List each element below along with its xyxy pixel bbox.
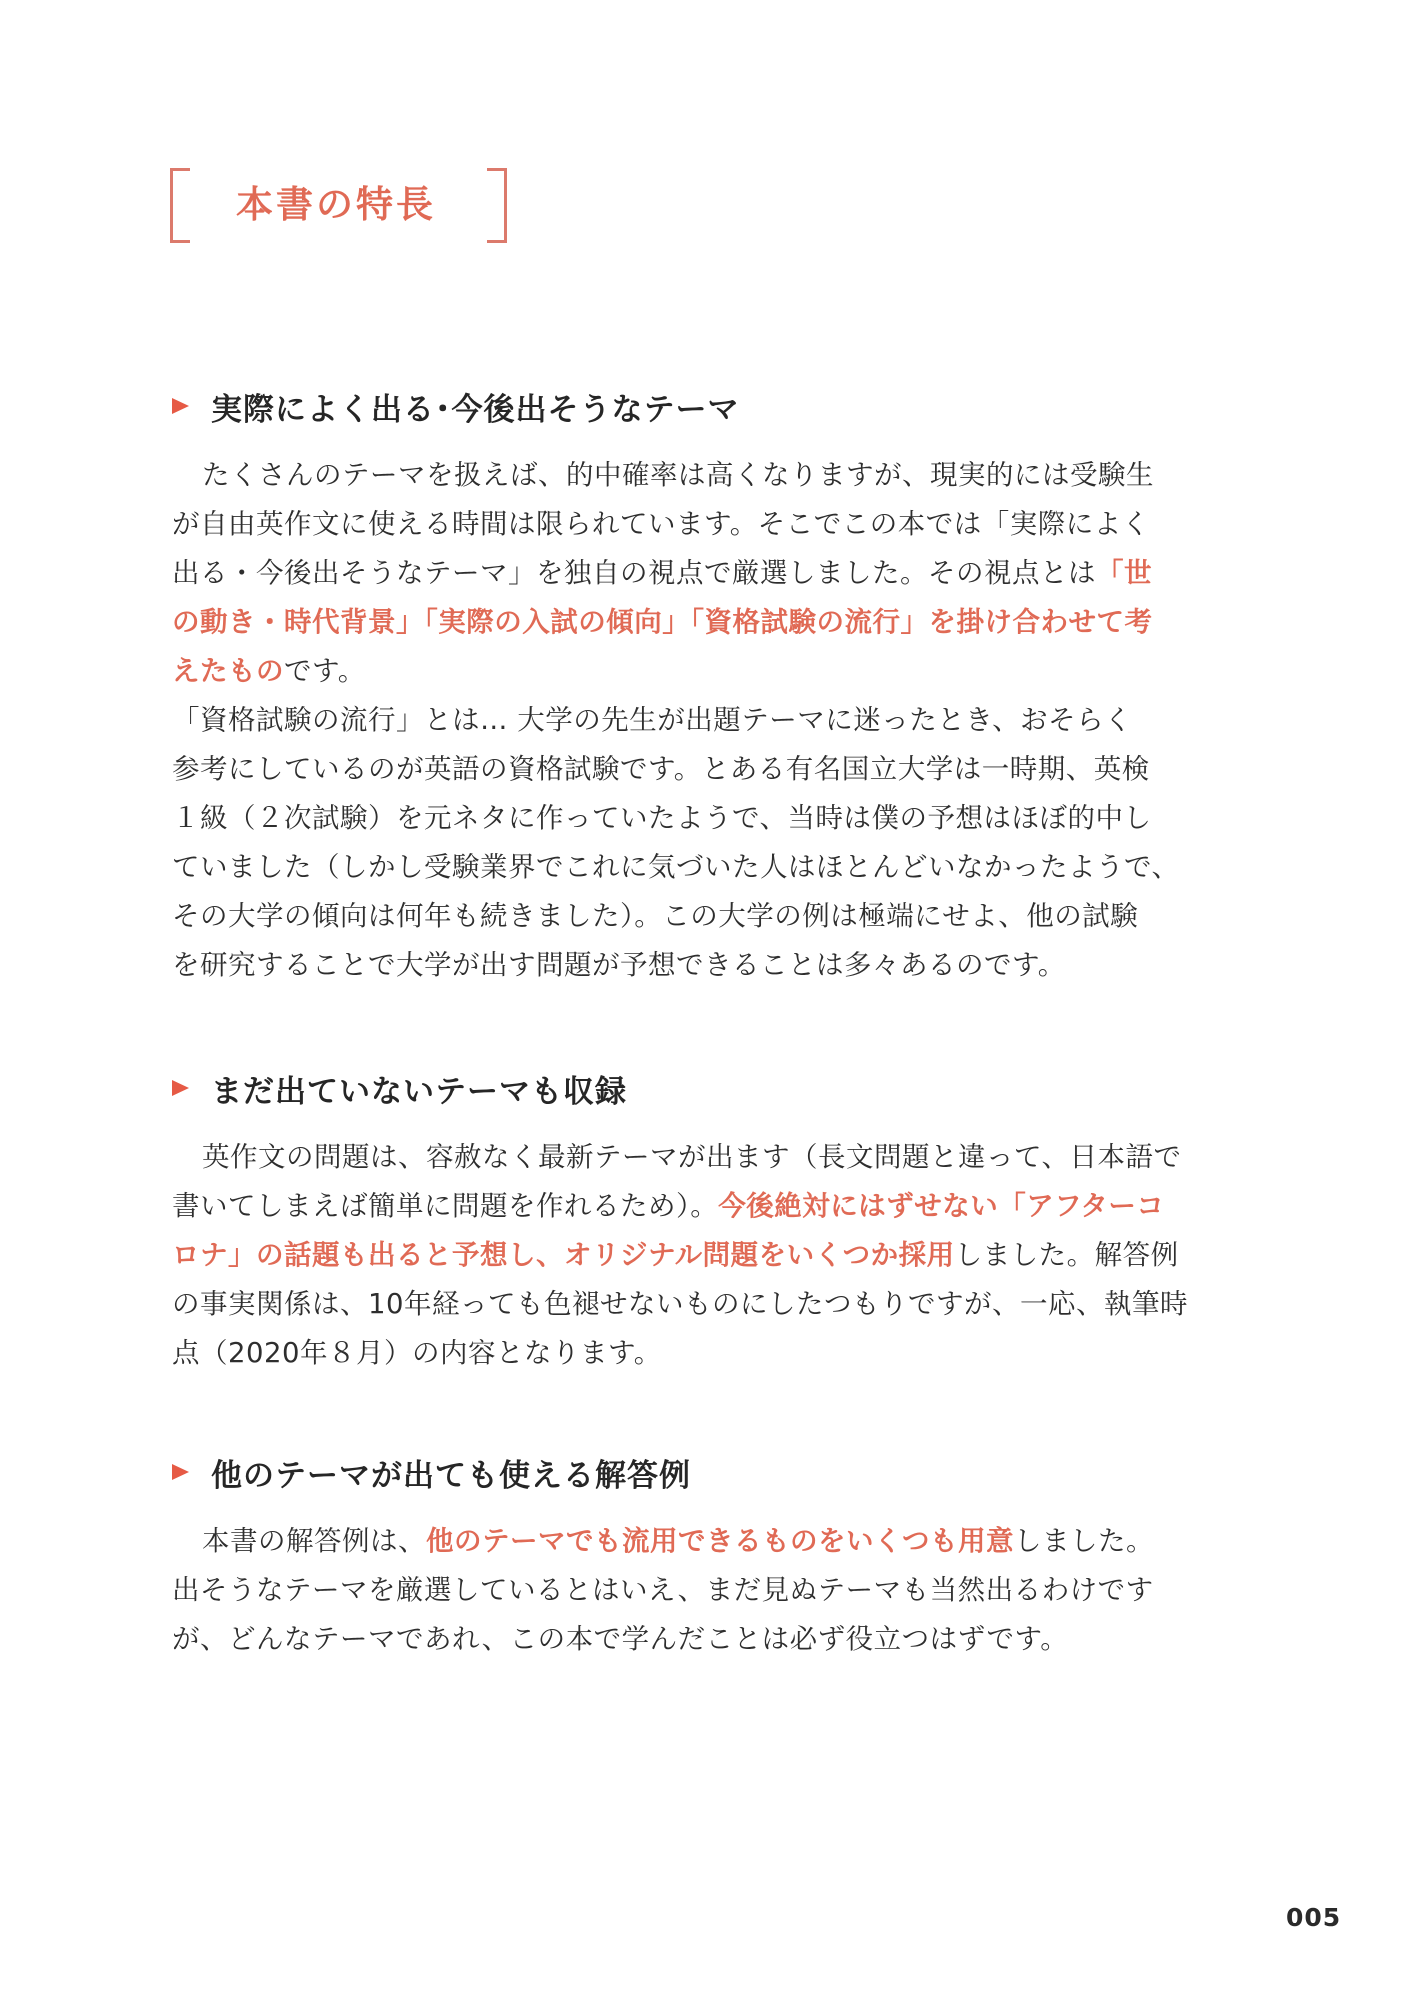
paragraph-line: が自由英作文に使える時間は限られています。そこでこの本では「実際によく — [172, 508, 1150, 540]
paragraph-line: を研究することで大学が出す問題が予想できることは多々あるのです。 — [172, 949, 1066, 981]
paragraph-line: ロナ」の話題も出ると予想し、オリジナル問題をいくつか採用しました。解答例 — [172, 1239, 1179, 1271]
section-heading-3 — [172, 1452, 691, 1492]
paragraph-line: 書いてしまえば簡単に問題を作れるため）。今後絶対にはずせない「アフターコ — [172, 1190, 1165, 1222]
highlighted-text: 今後絶対にはずせない「アフターコ — [718, 1190, 1165, 1222]
paragraph-line: 点（2020年８月）の内容となります。 — [172, 1337, 662, 1369]
title-bracket-left — [170, 168, 190, 243]
paragraph-line: 出る・今後出そうなテーマ」を独自の視点で厳選しました。その視点とは「世 — [172, 557, 1152, 589]
title-bracket-right — [487, 168, 507, 243]
paragraph-line: 本書の解答例は、他のテーマでも流用できるものをいくつも用意しました。 — [202, 1525, 1154, 1557]
paragraph-line: 参考にしているのが英語の資格試験です。とある有名国立大学は一時期、英検 — [172, 753, 1150, 785]
section-heading-2 — [172, 1068, 627, 1108]
triangle-bullet-icon — [172, 398, 189, 414]
paragraph-line: その大学の傾向は何年も続きました）。この大学の例は極端にせよ、他の試験 — [172, 900, 1139, 932]
paragraph-line: 「資格試験の流行」とは… 大学の先生が出題テーマに迷ったとき、おそらく — [172, 704, 1133, 736]
triangle-bullet-icon — [172, 1464, 189, 1480]
page-title: 本書の特長 — [236, 183, 436, 226]
highlighted-text: えたもの — [172, 655, 284, 687]
section-heading-1 — [172, 386, 740, 426]
page-number: 005 — [1286, 1903, 1342, 1932]
highlighted-text: ロナ」の話題も出ると予想し、オリジナル問題をいくつか採用 — [172, 1239, 955, 1271]
paragraph-line: えたものです。 — [172, 655, 366, 687]
section-heading-text: 他のテーマが出ても使える解答例 — [211, 1457, 691, 1494]
paragraph-line: が、どんなテーマであれ、この本で学んだことは必ず役立つはずです。 — [172, 1623, 1069, 1655]
paragraph-line — [172, 602, 1153, 642]
section-heading-text: 実際によく出る･今後出そうなテーマ — [211, 391, 740, 428]
paragraph-line: 英作文の問題は、容赦なく最新テーマが出ます（長文問題と違って、日本語で — [202, 1141, 1182, 1173]
highlighted-text: 他のテーマでも流用できるものをいくつも用意 — [426, 1525, 1014, 1557]
paragraph-line: の事実関係は、10年経っても色褪せないものにしたつもりですが、一応、執筆時 — [172, 1288, 1188, 1320]
paragraph-line: たくさんのテーマを扱えば、的中確率は高くなりますが、現実的には受験生 — [202, 459, 1154, 491]
section-heading-text: まだ出ていないテーマも収録 — [211, 1073, 627, 1110]
triangle-bullet-icon — [172, 1080, 189, 1096]
highlighted-text: の動き・時代背景」「実際の入試の傾向」「資格試験の流行」を掛け合わせて考 — [172, 606, 1153, 638]
paragraph-line: ていました（しかし受験業界でこれに気づいた人はほとんどいなかったようで、 — [172, 851, 1180, 883]
paragraph-line: 出そうなテーマを厳選しているとはいえ、まだ見ぬテーマも当然出るわけです — [172, 1574, 1154, 1606]
highlighted-text: 「世 — [1096, 557, 1152, 589]
paragraph-line: １級（２次試験）を元ネタに作っていたようで、当時は僕の予想はほぼ的中し — [172, 802, 1152, 834]
